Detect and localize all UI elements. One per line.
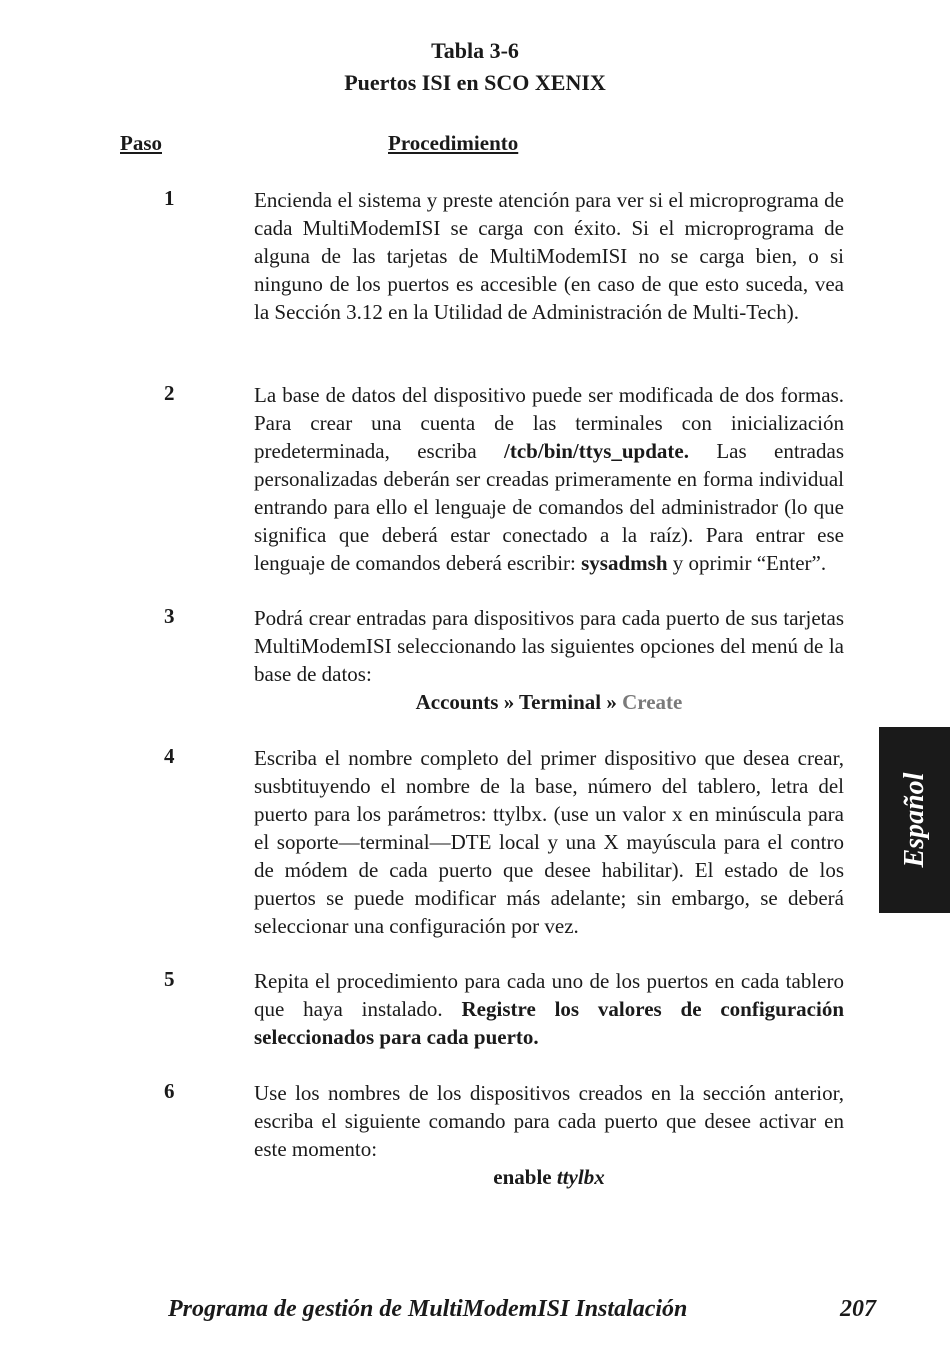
step-text (254, 967, 844, 1051)
step-number: 4 (164, 744, 175, 768)
step-number: 6 (164, 1079, 175, 1103)
menu-path-create: Create (622, 690, 683, 714)
step-text-part: Escriba el nombre completo del primer dispositivo que desea crear, susbtituyendo el nombre de la base, número del tablero, letra del puerto para los parámetros: ttylbx. (use un valor x en minúscula para el soporte—terminal—DTE local y una X mayúscula para el contro de módem de cada puerto que desee habilitar). El estado de los puertos se puede modificar más adelante; sin embargo, se deberá seleccionar una configuración por vez. (254, 746, 844, 938)
page-number: 207 (840, 1296, 876, 1322)
step-number: 1 (164, 186, 175, 210)
step-text-part: Podrá crear entradas para dispositivos para cada puerto de sus tarjetas MultiModemISI seleccionando las siguientes opciones del menú de la base de datos: (254, 606, 844, 686)
menu-path (254, 688, 844, 716)
step-text (254, 381, 844, 577)
command-argument: ttylbx (556, 1165, 605, 1189)
command-line (254, 1163, 844, 1191)
table-title: Tabla 3-6 (431, 38, 519, 63)
language-tab-label: Español (898, 772, 930, 868)
menu-path-main: Accounts » Terminal » (415, 690, 623, 714)
step-text-part: Use los nombres de los dispositivos creados en la sección anterior, escriba el siguiente comando para cada puerto que desee activar en este momento: (254, 1081, 844, 1161)
step-number: 5 (164, 967, 175, 991)
column-header-procedure: Procedimiento (388, 131, 519, 155)
step-text-part: Encienda el sistema y preste atención para ver si el microprograma de cada MultiModemISI se carga con éxito. Si el microprograma de alguna de las tarjetas de MultiModemISI no se carga bien, o si ninguno de los puertos es accesible (en caso de que esto suceda, vea la Sección 3.12 en la Utilidad de Administración de Multi-Tech). (254, 188, 844, 324)
step-text-part: Las entradas personalizadas deberán ser creadas primeramente en forma individual entrando para ello el lenguaje de comandos del administrador (lo que significa que deberá estar conectado a la raíz). Para entrar ese lenguaje de comandos deberá escribir: (254, 439, 844, 575)
command-name: sysadmsh (581, 551, 668, 575)
step-text-bold: Registre los valores de configuración seleccionados para cada puerto. (254, 997, 845, 1049)
step-text-part: Repita el procedimiento para cada uno de los puertos en cada tablero que haya instalado. (254, 969, 844, 1021)
step-number: 2 (164, 381, 175, 405)
step-text (254, 186, 844, 326)
command-keyword: enable (493, 1165, 557, 1189)
language-side-tab (879, 727, 950, 913)
step-text (254, 1079, 844, 1191)
table-subtitle: Puertos ISI en SCO XENIX (344, 70, 606, 95)
step-text (254, 604, 844, 716)
footer-title: Programa de gestión de MultiModemISI Instalación (168, 1296, 688, 1322)
command-path: /tcb/bin/ttys_update. (504, 439, 689, 463)
step-text-part: y oprimir “Enter”. (667, 551, 827, 575)
step-text-part: La base de datos del dispositivo puede ser modificada de dos formas. Para crear una cuenta de las terminales con inicialización predeterminada, escriba (254, 383, 844, 463)
step-number: 3 (164, 604, 175, 628)
step-text (254, 744, 844, 940)
column-header-step: Paso (120, 131, 162, 155)
